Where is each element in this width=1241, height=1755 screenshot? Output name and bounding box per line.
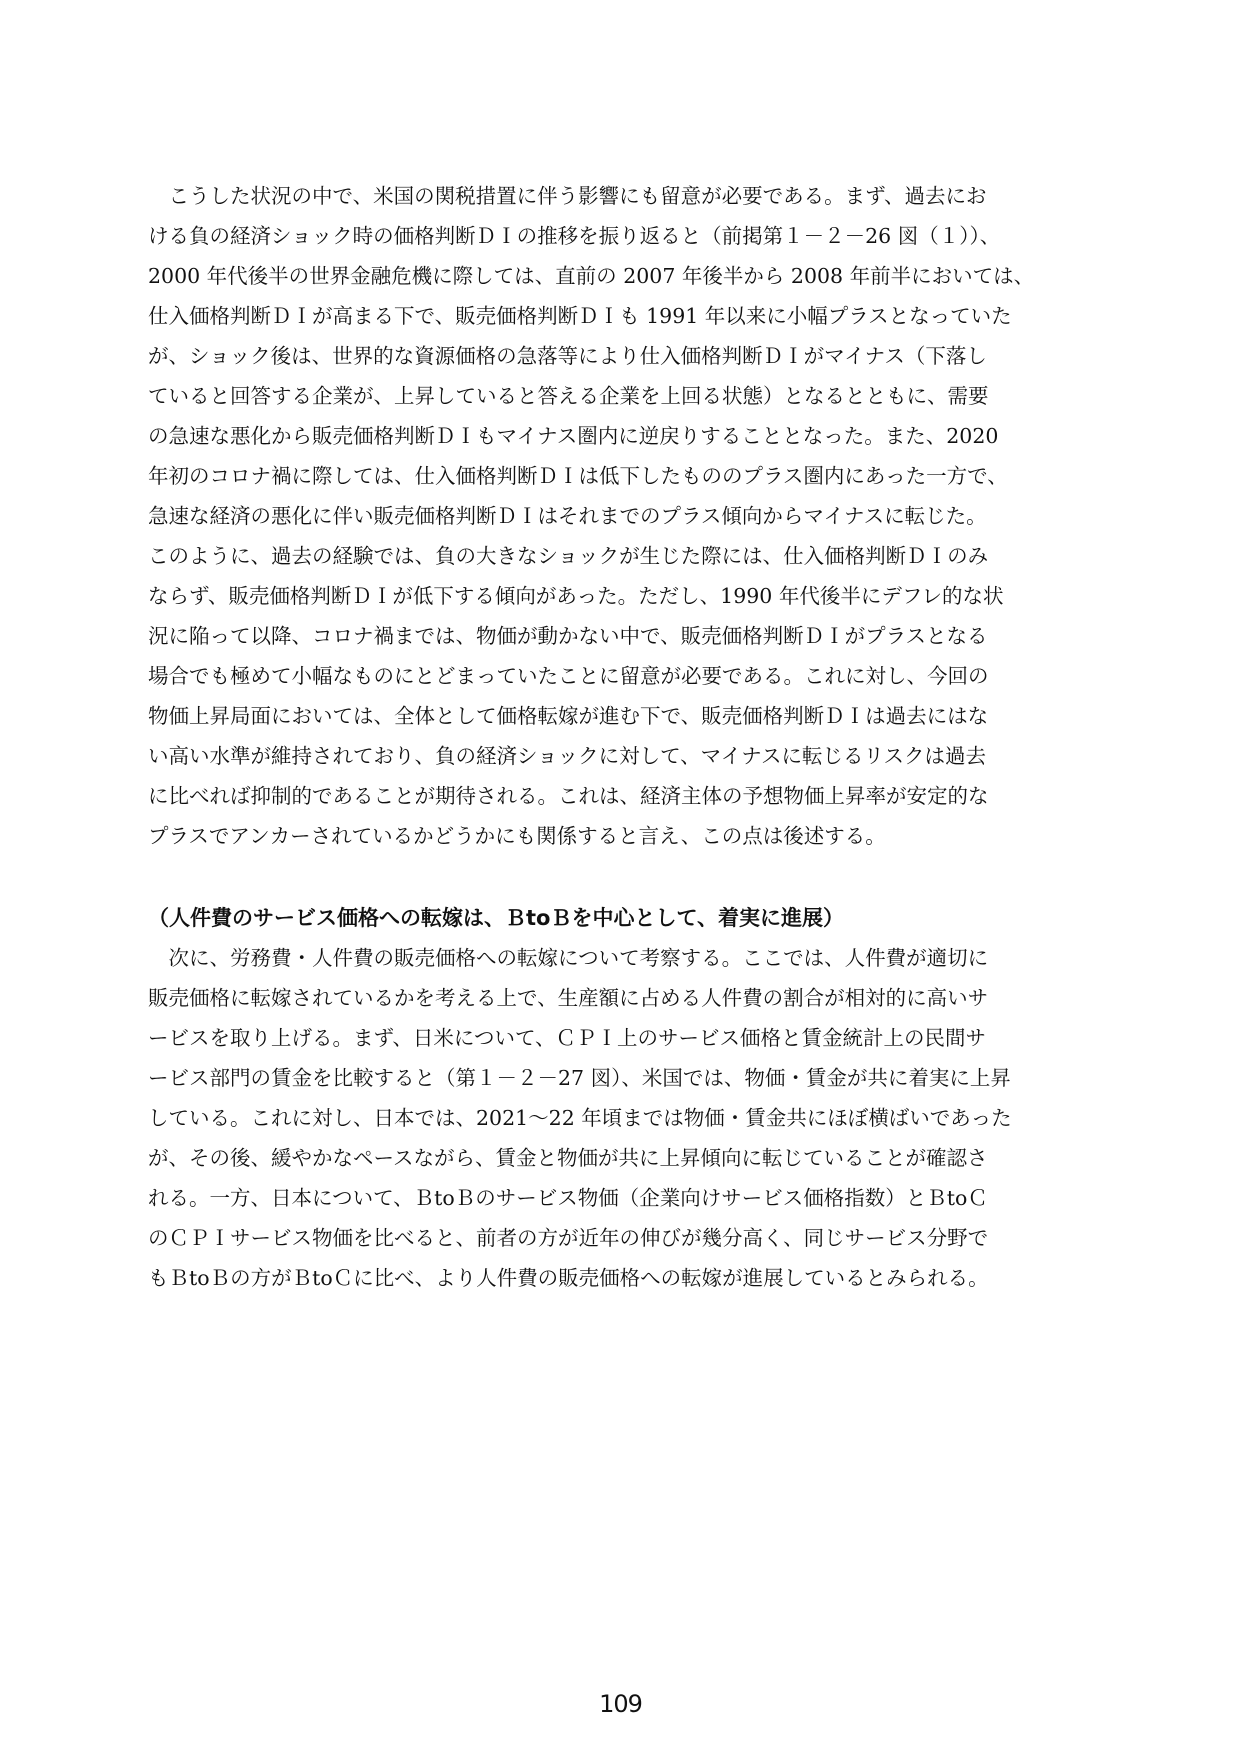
text-line: している。これに対し、日本では、2021～22 年頃までは物価・賃金共にほぼ横ばいであった [148,1106,1012,1130]
text-line: のＣＰＩサービス物価を比べると、前者の方が近年の伸びが幾分高く、同じサービス分野で [148,1226,989,1250]
text-line: 急速な経済の悪化に伴い販売価格判断ＤＩはそれまでのプラス傾向からマイナスに転じた。 [148,504,987,528]
section-heading: （人件費のサービス価格への転嫁は、ＢtoＢを中心として、着実に進展） [148,906,845,930]
text-line: ける負の経済ショック時の価格判断ＤＩの推移を振り返ると（前掲第１－２－26 図（１））、 [148,224,1001,248]
text-line: に比べれば抑制的であることが期待される。これは、経済主体の予想物価上昇率が安定的な [148,784,989,808]
text-line: れる。一方、日本について、ＢtoＢのサービス物価（企業向けサービス価格指数）とＢtoＣ [148,1186,988,1210]
text-line: 物価上昇局面においては、全体として価格転嫁が進む下で、販売価格判断ＤＩは過去にはな [148,704,989,728]
text-line: ならず、販売価格判断ＤＩが低下する傾向があった。ただし、1990 年代後半にデフレ的な状 [148,584,1004,608]
text-line: 況に陥って以降、コロナ禍までは、物価が動かない中で、販売価格判断ＤＩがプラスとなる [148,624,988,648]
text-line: こうした状況の中で、米国の関税措置に伴う影響にも留意が必要である。まず、過去にお [148,184,987,208]
text-line: 年初のコロナ禍に際しては、仕入価格判断ＤＩは低下したもののプラス圏内にあった一方で、 [148,464,1008,488]
text-line: ービスを取り上げる。まず、日米について、ＣＰＩ上のサービス価格と賃金統計上の民間サ [148,1026,987,1050]
text-line: が、ショック後は、世界的な資源価格の急落等により仕入価格判断ＤＩがマイナス（下落し [148,344,987,368]
page-number: 109 [599,1690,642,1718]
text-line: 販売価格に転嫁されているかを考える上で、生産額に占める人件費の割合が相対的に高いサ [148,986,989,1010]
text-line: プラスでアンカーされているかどうかにも関係すると言え、この点は後述する。 [148,824,886,848]
text-line: ービス部門の賃金を比較すると（第１－２－27 図）、米国では、物価・賃金が共に着実に上昇 [148,1066,1011,1090]
text-line: 場合でも極めて小幅なものにとどまっていたことに留意が必要である。これに対し、今回の [148,664,989,688]
text-line: 次に、労務費・人件費の販売価格への転嫁について考察する。ここでは、人件費が適切に [148,946,989,970]
text-line: の急速な悪化から販売価格判断ＤＩもマイナス圏内に逆戻りすることとなった。また、2020 [148,424,999,448]
text-line: 仕入価格判断ＤＩが高まる下で、販売価格判断ＤＩも 1991 年以来に小幅プラスとなっていた [148,304,1012,328]
text-line: が、その後、緩やかなペースながら、賃金と物価が共に上昇傾向に転じていることが確認さ [148,1146,988,1170]
paragraph-tariff-impact [148,176,1093,856]
text-line: 2000 年代後半の世界金融危機に際しては、直前の 2007 年後半から 2008 年前半においては、 [148,264,1035,288]
paragraph-labor-cost-pass-through [148,938,1093,1298]
text-line: ていると回答する企業が、上昇していると答える企業を上回る状態）となるとともに、需要 [148,384,989,408]
text-line: このように、過去の経験では、負の大きなショックが生じた際には、仕入価格判断ＤＩのみ [148,544,989,568]
text-line: い高い水準が維持されており、負の経済ショックに対して、マイナスに転じるリスクは過去 [148,744,987,768]
text-line: もＢtoＢの方がＢtoＣに比べ、より人件費の販売価格への転嫁が進展しているとみられる。 [148,1266,989,1290]
